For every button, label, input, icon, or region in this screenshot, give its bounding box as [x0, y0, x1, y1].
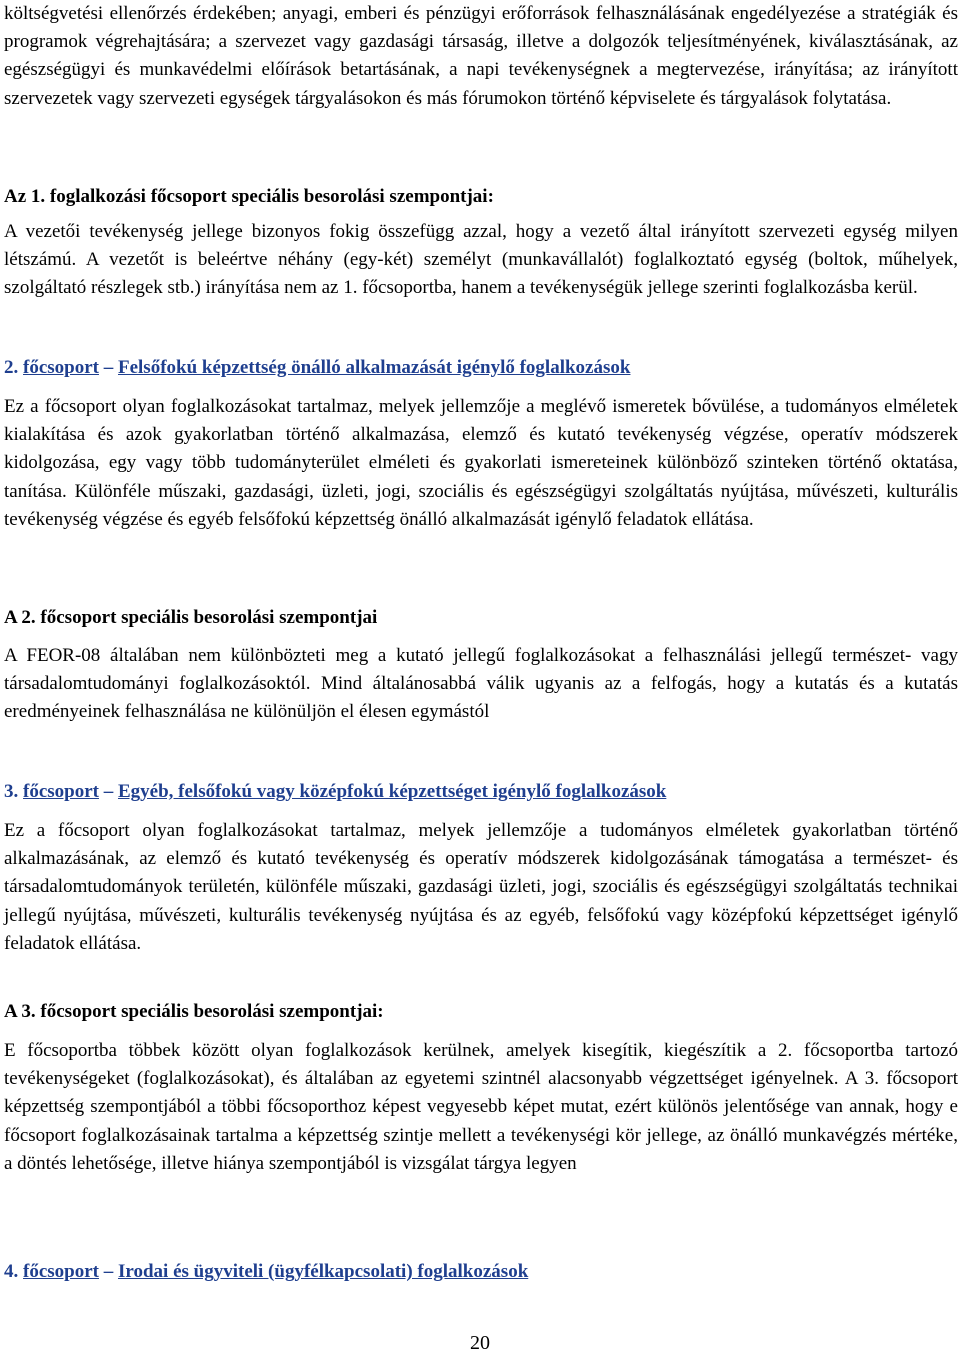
heading-group3-number: 3.	[4, 781, 23, 802]
heading-group2-label: főcsoport	[23, 357, 99, 378]
page-number: 20	[470, 1332, 490, 1354]
heading-group4-dash: –	[98, 1261, 118, 1282]
paragraph-group3-description: Ez a főcsoport olyan foglalkozásokat tartalmaz, melyek jellemzője a tudományos elméletek gyakorlatban történő alkalmazásának, az elemző és kutató tevékenység és operatív módszerek kidolgozásának támogatása a természet- és társadalomtudományok területén, különféle műszaki, gazdasági üzleti, jogi, szociális és egészségügyi szolgáltatás technikai jellegű nyújtása, művészeti, kulturális tevékenység nyújtása és az egyéb, felsőfokú vagy középfokú képzettséget igénylő feladatok ellátása.	[4, 820, 958, 954]
heading-group3	[4, 778, 666, 806]
heading-group3-dash: –	[98, 781, 118, 802]
heading-group3-criteria: A 3. főcsoport speciális besorolási szempontjai:	[4, 1001, 384, 1022]
heading-group2-title: Felsőfokú képzettség önálló alkalmazását igénylő foglalkozások	[117, 357, 631, 378]
paragraph-group2-criteria: A FEOR-08 általában nem különbözteti meg a kutató jellegű foglalkozásokat a felhasználási jellegű természet- vagy társadalomtudományi foglalkozásoktól. Mind általánosabbá válik ugyanis az a felfogás, hogy a kutatás és a kutatás eredményeinek felhasználása ne különüljön el élesen egymástól	[4, 645, 958, 723]
paragraph-group1-criteria: A vezetői tevékenység jellege bizonyos fokig összefügg azzal, hogy a vezető által irányított szervezeti egység milyen létszámú. A vezetőt is beleértve néhány (egy-két) személyt (munkavállalót) foglalkoztató egység (boltok, műhelyek, szolgáltató részlegek stb.) irányítása nem az 1. főcsoportba, hanem a tevékenységük jellege szerinti foglalkozásba kerül.	[4, 221, 958, 299]
paragraph-group3-criteria: E főcsoportba többek között olyan foglalkozások kerülnek, amelyek kisegítik, kiegészítik a 2. főcsoportba tartozó tevékenységeket (foglalkozásokat), és általában az egyetemi szintnél alacsonyabb végzettséget igényelnek. A 3. főcsoport képzettség szempontjából a többi főcsoporthoz képest vegyesebb képet mutat, ezért különös jelentősége van annak, hogy e főcsoport foglalkozásainak tartalma a képzettség szintje mellett a tevékenységi kör jellege, az önálló munkavégzés mértéke, a döntés lehetősége, illetve hiánya szempontjából is vizsgálat tárgya legyen	[4, 1040, 958, 1174]
heading-group4-title: Irodai és ügyviteli (ügyfélkapcsolati) foglalkozások	[117, 1261, 529, 1282]
paragraph-group2-description: Ez a főcsoport olyan foglalkozásokat tartalmaz, melyek jellemzője a meglévő ismeretek bővülése, a tudományos elméletek kialakítása és azok gyakorlatban történő alkalmazása, elemző és kutató tevékenység végzése, operatív módszerek kidolgozása, egy vagy több tudományterület elméleti és gyakorlati ismereteinek különböző szinteken történő oktatása, tanítása. Különféle műszaki, gazdasági, üzleti, jogi, szociális és egészségügyi szolgáltatás nyújtása, művészeti, kulturális tevékenység végzése és egyéb felsőfokú képzettség önálló alkalmazását igénylő feladatok ellátása.	[4, 396, 958, 530]
heading-group4	[4, 1258, 528, 1286]
heading-group4-number: 4.	[4, 1261, 23, 1282]
heading-group4-label: főcsoport	[23, 1261, 99, 1282]
heading-group2	[4, 354, 630, 382]
heading-group3-title: Egyéb, felsőfokú vagy középfokú képzettséget igénylő foglalkozások	[117, 781, 667, 802]
heading-group3-label: főcsoport	[23, 781, 99, 802]
heading-group2-dash: –	[98, 357, 118, 378]
heading-group2-criteria: A 2. főcsoport speciális besorolási szempontjai	[4, 607, 378, 628]
heading-group2-number: 2.	[4, 357, 23, 378]
heading-group1-criteria: Az 1. foglalkozási főcsoport speciális besorolási szempontjai:	[4, 186, 494, 207]
paragraph-leadership-tasks: költségvetési ellenőrzés érdekében; anyagi, emberi és pénzügyi erőforrások felhasználásának engedélyezése a stratégiák és programok végrehajtására; a szervezet vagy gazdasági társaság, illetve a dolgozók teljesítményének, kiválasztásának, az egészségügyi és munkavédelmi előírások betartásának, a napi tevékenységnek a megtervezése, irányítása; az irányított szervezetek vagy szervezeti egységek tárgyalásokon és más fórumokon történő képviselete és tárgyalások folytatása.	[4, 3, 958, 109]
